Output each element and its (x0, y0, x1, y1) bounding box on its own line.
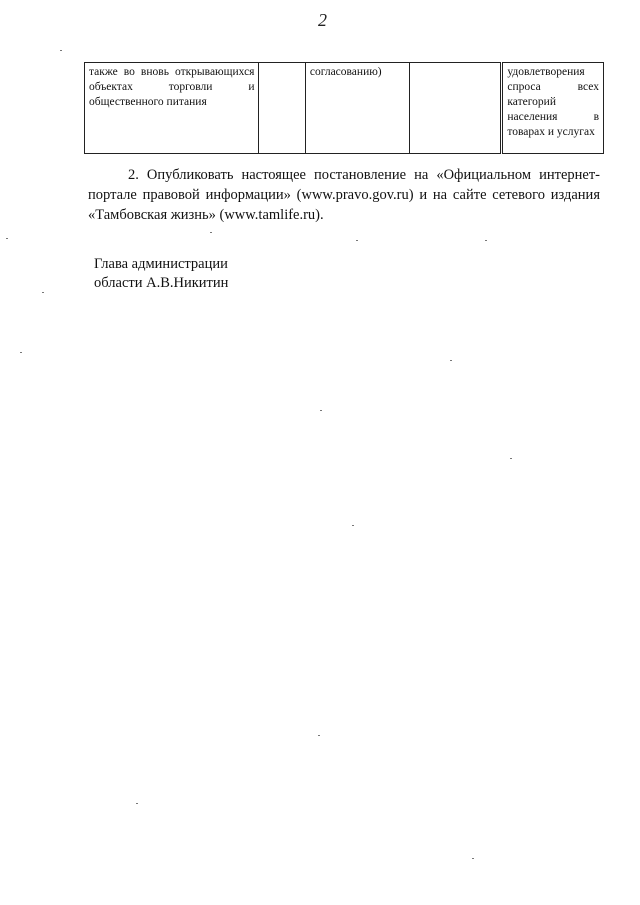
scan-speck (510, 458, 512, 459)
signature-name: области А.В.Никитин (94, 275, 229, 291)
table-cell-deadline: согласованию) (305, 63, 409, 154)
scan-speck (6, 238, 8, 239)
scan-speck (450, 360, 452, 361)
scan-speck (42, 292, 44, 293)
publication-paragraph: 2. Опубликовать настоящее постановление на «Официальном интернет-портале правовой информации» (www.pravo.gov.ru) и на сайте сетевого издания «Тамбовская жизнь» (www.tamlife.ru). (88, 167, 600, 223)
scan-speck (60, 50, 62, 51)
scan-speck (320, 410, 322, 411)
scan-speck (20, 352, 22, 353)
scan-speck (352, 525, 354, 526)
table-cell-empty (259, 63, 305, 154)
scan-speck (485, 240, 487, 241)
scan-speck (318, 735, 320, 736)
scan-speck (472, 858, 474, 859)
signature-title: Глава администрации (94, 256, 228, 272)
scan-speck (136, 803, 138, 804)
table-cell-result: удовлетворения спроса всех категорий населения в товарах и услугах (502, 63, 604, 154)
scan-speck (356, 240, 358, 241)
continuation-table (84, 62, 604, 154)
page-number: 2 (318, 10, 327, 30)
table-cell-empty (409, 63, 502, 154)
table-row (85, 63, 604, 154)
signature-block (94, 255, 228, 293)
scan-speck (210, 232, 212, 233)
table-cell-description: также во вновь открывающихся объектах торговли и общественного питания (85, 63, 259, 154)
